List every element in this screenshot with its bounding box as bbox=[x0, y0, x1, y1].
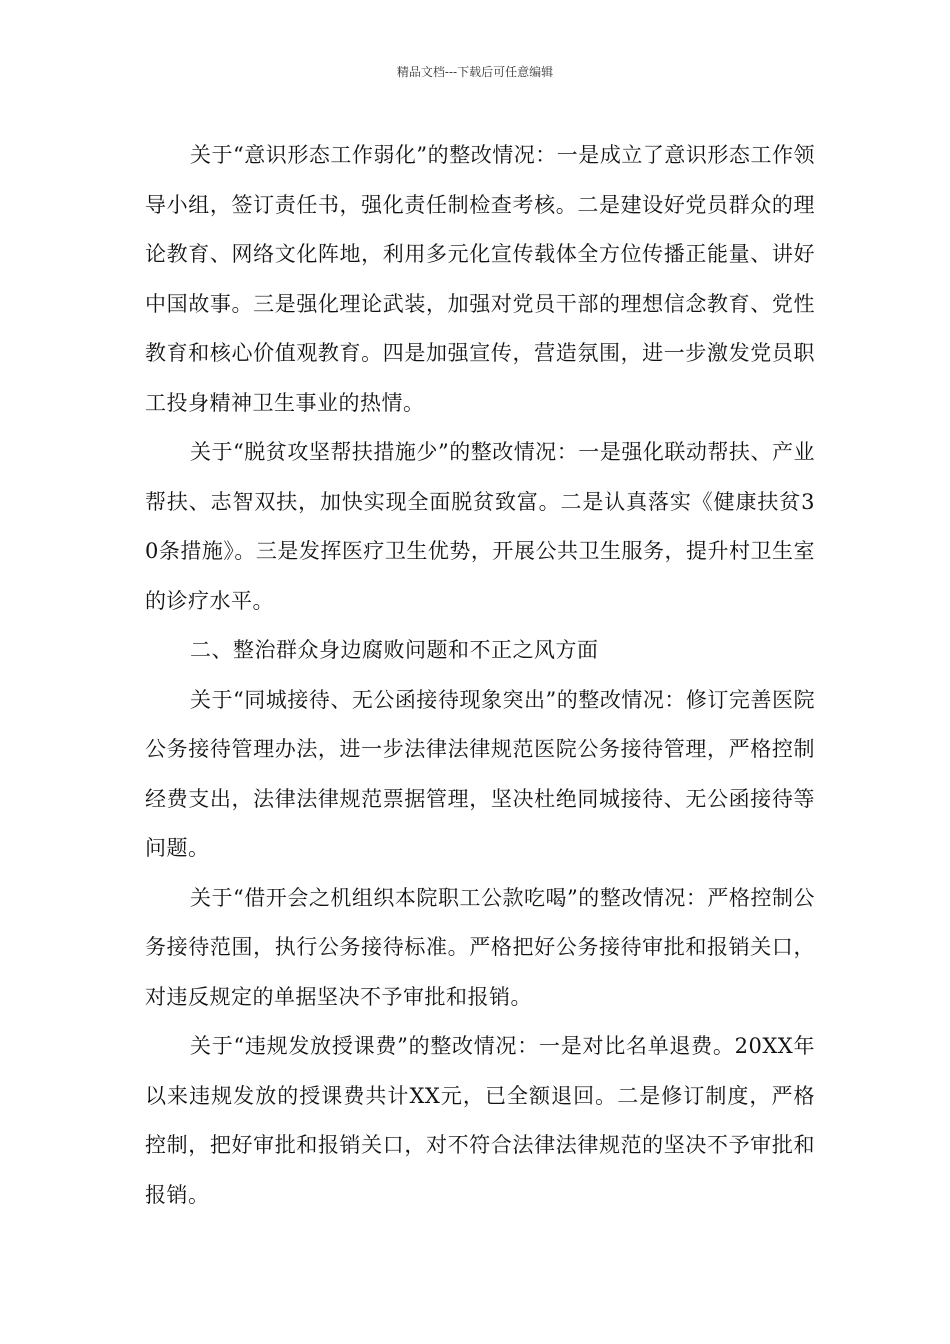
page-header: 精品文档---下载后可任意编辑 bbox=[396, 65, 554, 79]
paragraph-reception-rectification: 关于“同城接待、无公函接待现象突出”的整改情况：修订完善医院公务接待管理办法，进一步法律法律规范医院公务接待管理，严格控制经费支出，法律法律规范票据管理，坚决杜绝同城接待、无公函接待等问题。 bbox=[145, 687, 815, 860]
document-body bbox=[145, 131, 815, 1220]
paragraph-meeting-dining-rectification: 关于“借开会之机组织本院职工公款吃喝”的整改情况：严格控制公务接待范围，执行公务接待标准。严格把好公务接待审批和报销关口，对违反规定的单据坚决不予审批和报销。 bbox=[145, 885, 815, 1009]
paragraph-lecture-fee-rectification: 关于“违规发放授课费”的整改情况：一是对比名单退费。20XX年以来违规发放的授课费共计XX元，已全额退回。二是修订制度，严格控制，把好审批和报销关口，对不符合法律法律规范的坚决不予审批和报销。 bbox=[145, 1034, 815, 1207]
paragraph-ideology-rectification: 关于“意识形态工作弱化”的整改情况：一是成立了意识形态工作领导小组，签订责任书，强化责任制检查考核。二是建设好党员群众的理论教育、网络文化阵地，利用多元化宣传载体全方位传播正能量、讲好中国故事。三是强化理论武装，加强对党员干部的理想信念教育、党性教育和核心价值观教育。四是加强宣传，营造氛围，进一步激发党员职工投身精神卫生事业的热情。 bbox=[145, 143, 815, 415]
paragraph-poverty-alleviation-rectification: 关于“脱贫攻坚帮扶措施少”的整改情况：一是强化联动帮扶、产业帮扶、志智双扶，加快实现全面脱贫致富。二是认真落实《健康扶贫30条措施》。三是发挥医疗卫生优势，开展公共卫生服务，提升村卫生室的诊疗水平。 bbox=[145, 440, 815, 613]
section-heading-corruption: 二、整治群众身边腐败问题和不正之风方面 bbox=[190, 638, 599, 662]
